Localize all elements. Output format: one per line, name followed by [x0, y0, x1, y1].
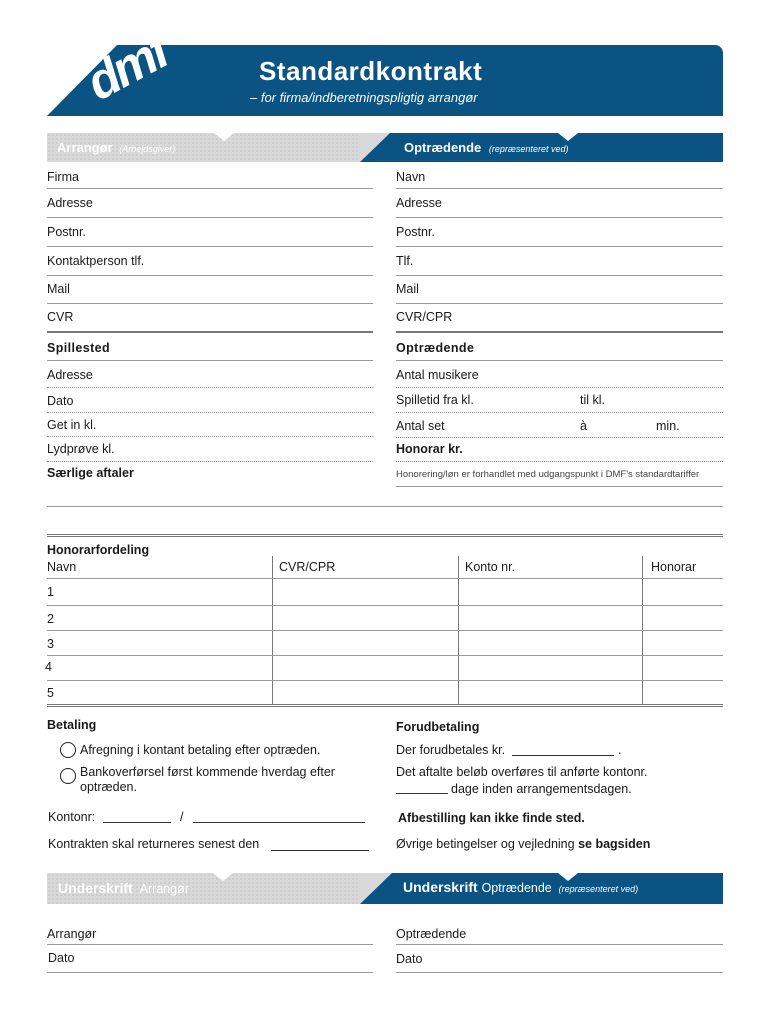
venue-field-dato: Dato	[47, 394, 74, 408]
fee-col-navn: Navn	[47, 560, 77, 574]
performance-fee-note-line	[396, 486, 723, 487]
section-divider-1	[47, 534, 723, 537]
fee-row-1-line[interactable]	[47, 605, 723, 606]
signature-arranger-band-notch	[213, 873, 233, 881]
performer-heading-wrap	[404, 140, 568, 155]
prepayment-terms	[396, 837, 650, 851]
payment-option1-radio[interactable]	[60, 742, 76, 758]
fee-table-bottom	[47, 704, 723, 707]
arranger-band-notch	[214, 133, 234, 141]
signature-arranger-field: Arrangør	[47, 927, 97, 941]
signature-performer-line[interactable]	[396, 944, 723, 945]
fee-col-konto: Konto nr.	[465, 560, 516, 574]
arranger-field-adresse: Adresse	[47, 196, 93, 210]
performer-field-postnr: Postnr.	[396, 225, 435, 239]
special-agreements-line[interactable]	[47, 506, 723, 507]
payment-account-input[interactable]	[193, 822, 365, 823]
performer-heading: Optrædende	[404, 140, 482, 155]
performance-fee-line[interactable]	[396, 461, 723, 462]
dmf-logo-text: dmf	[77, 22, 177, 112]
fee-distribution-heading: Honorarfordeling	[47, 543, 150, 557]
payment-reg-input[interactable]	[103, 822, 171, 823]
signature-arranger-date: Dato	[48, 951, 75, 965]
performer-mail-line[interactable]	[396, 303, 723, 304]
arranger-heading-wrap	[57, 140, 175, 155]
signature-performer-heading-note: (repræsenteret ved)	[558, 884, 639, 894]
signature-arranger-heading	[58, 880, 189, 896]
performance-sets-min: min.	[656, 419, 680, 433]
payment-return-date-input[interactable]	[271, 850, 369, 851]
payment-option2-radio[interactable]	[60, 768, 76, 784]
venue-field-getin: Get in kl.	[47, 418, 97, 432]
performance-heading: Optrædende	[396, 341, 475, 355]
performer-adresse-line[interactable]	[396, 217, 723, 218]
venue-adresse-line[interactable]	[47, 387, 373, 388]
performance-playtime-to: til kl.	[580, 393, 605, 407]
arranger-field-firma: Firma	[47, 170, 79, 184]
performer-band-cut	[360, 133, 390, 162]
performer-postnr-line[interactable]	[396, 246, 723, 247]
signature-arranger-date-line[interactable]	[47, 972, 373, 973]
prepayment-amount-input[interactable]	[512, 755, 614, 756]
fee-row-2: 2	[47, 612, 54, 626]
payment-account-label: Kontonr:	[48, 810, 96, 824]
performer-field-mail: Mail	[396, 282, 419, 296]
signature-arranger-heading-bold: Underskrift	[58, 880, 133, 896]
performer-field-navn: Navn	[396, 170, 426, 184]
payment-option2-line1: Bankoverførsel først kommende hverdag efter	[80, 765, 335, 779]
venue-special-label: Særlige aftaler	[47, 466, 134, 480]
signature-performer-heading	[403, 879, 638, 895]
fee-row-3-line[interactable]	[47, 655, 723, 656]
arranger-field-tlf: Kontaktperson tlf.	[47, 254, 145, 268]
signature-arranger-line[interactable]	[47, 944, 373, 945]
performance-playtime-line[interactable]	[396, 412, 723, 413]
prepayment-line3: dage inden arrangementsdagen.	[451, 782, 632, 796]
performance-sets: Antal set	[396, 419, 445, 433]
fee-row-4-line[interactable]	[47, 680, 723, 681]
payment-option1: Afregning i kontant betaling efter optræden.	[80, 743, 321, 757]
arranger-adresse-line[interactable]	[47, 217, 373, 218]
performer-navn-line[interactable]	[396, 188, 723, 189]
venue-soundcheck-line[interactable]	[47, 461, 373, 462]
fee-header-line	[47, 578, 723, 579]
prepayment-line2: Det aftalte beløb overføres til anførte kontonr.	[396, 765, 648, 779]
signature-performer-band-cut	[360, 873, 392, 904]
fee-row-1: 1	[47, 585, 54, 599]
performance-playtime-from: Spilletid fra kl.	[396, 393, 474, 407]
prepayment-heading: Forudbetaling	[396, 720, 480, 734]
payment-account-sep: /	[180, 810, 184, 824]
arranger-firma-line[interactable]	[47, 188, 373, 189]
dmf-logo	[77, 22, 218, 114]
prepayment-days-input[interactable]	[396, 793, 448, 794]
arranger-heading: Arrangør	[57, 140, 113, 155]
signature-performer-heading-bold: Underskrift	[403, 879, 478, 895]
performance-fee: Honorar kr.	[396, 442, 463, 456]
signature-performer-date-line[interactable]	[396, 972, 723, 973]
prepayment-line1-end: .	[618, 743, 622, 757]
fee-col-honorar: Honorar	[651, 560, 697, 574]
performer-field-adresse: Adresse	[396, 196, 442, 210]
performer-field-cvrcpr: CVR/CPR	[396, 310, 453, 324]
signature-performer-date: Dato	[396, 952, 423, 966]
arranger-cvr-line[interactable]	[47, 331, 373, 333]
venue-dato-line[interactable]	[47, 412, 373, 413]
prepayment-line1-label: Der forudbetales kr.	[396, 743, 506, 757]
fee-row-3: 3	[47, 637, 54, 651]
performer-tlf-line[interactable]	[396, 275, 723, 276]
performance-fee-note: Honorering/løn er forhandlet med udgangspunkt i DMF's standardtariffer	[396, 469, 700, 480]
arranger-tlf-line[interactable]	[47, 275, 373, 276]
arranger-field-mail: Mail	[47, 282, 70, 296]
fee-row-2-line[interactable]	[47, 630, 723, 631]
fee-row-5: 5	[47, 686, 54, 700]
payment-heading: Betaling	[47, 718, 97, 732]
performance-musicians-line[interactable]	[396, 387, 723, 388]
page-subtitle: – for firma/indberetningspligtig arrangør	[250, 90, 478, 105]
fee-row-4: 4	[45, 660, 52, 674]
signature-arranger-heading-rest: Arrangør	[139, 882, 189, 896]
arranger-field-postnr: Postnr.	[47, 225, 86, 239]
performance-musicians: Antal musikere	[396, 368, 479, 382]
venue-heading-line	[47, 360, 373, 361]
venue-heading: Spillested	[47, 341, 111, 355]
venue-field-adresse: Adresse	[47, 368, 93, 382]
payment-return-label: Kontrakten skal returneres senest den	[48, 837, 260, 851]
payment-option2-line2: optræden.	[80, 780, 137, 794]
arranger-postnr-line[interactable]	[47, 246, 373, 247]
arranger-mail-line[interactable]	[47, 303, 373, 304]
performance-heading-line	[396, 360, 723, 361]
page-title: Standardkontrakt	[259, 56, 483, 86]
signature-performer-field: Optrædende	[396, 927, 467, 941]
prepayment-terms-link[interactable]: se bagsiden	[578, 837, 651, 851]
performer-cvrcpr-line[interactable]	[396, 331, 723, 333]
signature-performer-heading-rest: Optrædende	[481, 881, 552, 895]
prepayment-cancellation: Afbestilling kan ikke finde sted.	[398, 811, 585, 825]
venue-getin-line[interactable]	[47, 436, 373, 437]
performer-field-tlf: Tlf.	[396, 254, 414, 268]
venue-field-soundcheck: Lydprøve kl.	[47, 442, 115, 456]
performance-sets-line[interactable]	[396, 437, 723, 438]
fee-col-cvrcpr: CVR/CPR	[279, 560, 336, 574]
prepayment-terms-prefix: Øvrige betingelser og vejledning	[396, 837, 575, 851]
arranger-heading-note: (Arbejdsgiver)	[119, 144, 176, 154]
performance-sets-a: à	[580, 419, 587, 433]
performer-heading-note: (repræsenteret ved)	[488, 144, 569, 154]
arranger-field-cvr: CVR	[47, 310, 74, 324]
